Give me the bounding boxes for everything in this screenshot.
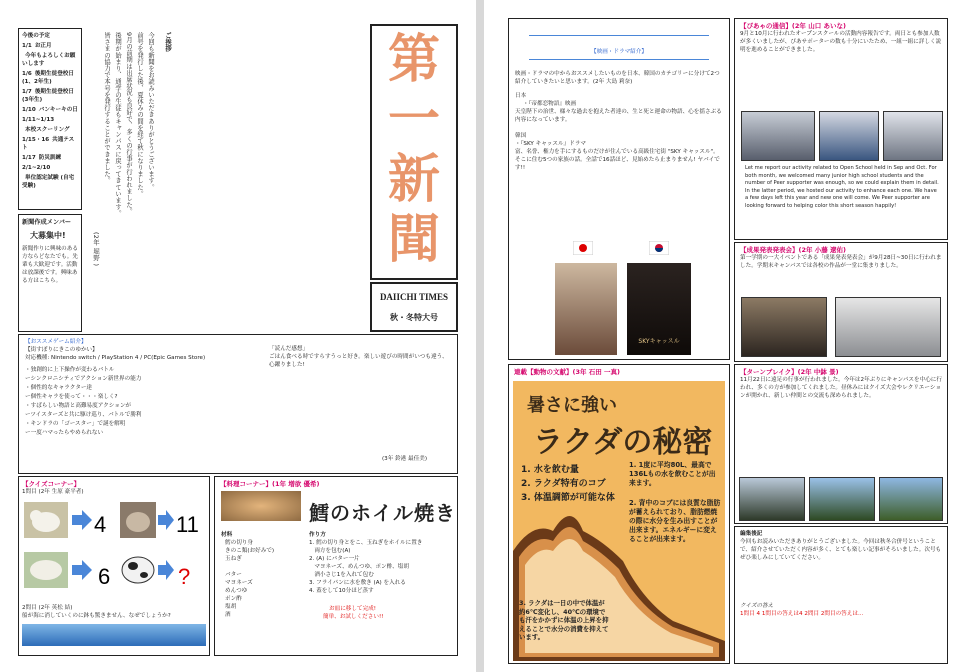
campus-body-jp: 9月と10月に行われたオープンスクールの活動内容報告です。両日とも参加人数が多くいましたが、ぴあサポーターの数も十分にいたため、一組一組に詳しく説明を進めることができました。 [740, 31, 942, 53]
camel-title-top: 暑さに強い [527, 395, 617, 416]
game-point: ー一度ハマったらやめられない [25, 430, 104, 436]
game-point: ・すばらしい物語と高難易度アクションが [25, 403, 132, 409]
korea-flag-icon [649, 241, 669, 255]
campus-photo [819, 111, 879, 161]
dog-photo [24, 502, 68, 538]
camel-fact: 2. 背中のコブには良質な脂肪が蓄えられており、脂肪燃焼の際に水分を生み出すことが出来ます。エネルギーに変えることが出来ます。 [629, 499, 721, 543]
game-point: ・キンドラの「ゴースター」で謎を解明 [25, 421, 126, 427]
drama-intro: 映画・ドラマの中からおススメしたいものを日本、韓国のカテゴリーに分けて2つ紹介していきたいと思います。(2年 大島 莉奈) [515, 71, 720, 85]
ingredient-item: バター [225, 572, 242, 578]
drama-kr-title: ・『SKY キャッスル』ドラマ [515, 141, 586, 147]
essay-paragraph: 前号を発行した後、夏休みの間を経て秋になりました。 [136, 32, 143, 197]
brand-name: DAIICHI TIMES [379, 292, 449, 302]
trip-header: 【ターンブレイク】(2年 中鉢 景) [740, 368, 839, 376]
recruit-box [18, 214, 82, 332]
game-author: (3年 鈴港 最佳美) [381, 456, 427, 462]
game-platform: 対応機種: Nintendo switch / PlayStation 4 / PC(Epic Games Store) [25, 355, 206, 361]
ingredient-item: マヨネーズ [225, 580, 253, 586]
afterword-body: 今回もお読みいただきありがとうございました。今回は秋冬合併号ということで、紹介させていただく内容が多く、とても楽しい記事がそろいました。次号もぜひ楽しみにしていてください。 [740, 539, 942, 561]
game-point: ーシンクロニシティでアクション新世界の能力 [25, 376, 142, 382]
page-gutter [476, 0, 484, 672]
game-point: ー個性キャラを使って・・・楽しく? [25, 394, 118, 400]
cat-photo [120, 502, 156, 538]
camel-fact: 1. 1度に平均80L、最高で136Lもの水を飲むことが出来ます。 [629, 461, 716, 487]
camel-point: 2. ラクダ特有のコブ [521, 479, 606, 489]
arrow-icon [72, 560, 92, 580]
ingredient-item: 塩胡 [225, 604, 237, 610]
schedule-date: 1/6 [22, 71, 32, 77]
left-page [0, 0, 476, 672]
afterword-box [734, 526, 948, 664]
quiz-answer: 4 [94, 512, 107, 537]
impression-title: 「読んだ感想」 [269, 346, 309, 352]
arrow-icon [158, 560, 174, 580]
schedule-item [22, 154, 78, 162]
schedule-text: お正月 [34, 43, 52, 49]
schedule-title: 今後の予定 [22, 33, 50, 39]
essay-paragraph: 9月の前期は出席状況も良好で、多くの行事が行われました。 [125, 32, 132, 215]
drama-header-line [529, 35, 709, 60]
schedule-item [22, 164, 78, 172]
schedule-date: 1/7 [22, 89, 32, 95]
ingredient-item: ポン酢 [225, 596, 242, 602]
quiz-box [18, 476, 210, 656]
trip-photo [739, 477, 805, 521]
camel-point: 1. 水を飲む量 [521, 465, 579, 475]
schedule-box [18, 28, 82, 210]
schedule-item [22, 52, 78, 68]
kr-poster [627, 263, 691, 355]
ingredient-item: きのこ類(お好みで) [225, 548, 275, 554]
quiz-q2-label: 2問目 (2年 英松 結) [22, 605, 73, 611]
ingredient-item: 玉ねぎ [225, 556, 242, 562]
ingredient-item [221, 563, 301, 571]
schedule-text: 今年もよろしくお願いします [22, 53, 76, 67]
drama-box [508, 18, 730, 360]
ingredient-item: めんつゆ [225, 588, 248, 594]
japan-flag-icon [573, 241, 593, 255]
drama-header: 【映画・ドラマ紹介】 [591, 49, 647, 55]
drama-jp-title: ・『帝都恋物語』映画 [523, 101, 577, 107]
drama-kr-body: 富、名誉、権力を手にするものだけが住んでいる高級住宅街 "SKY キャッスル"。そこに住む5つの家族の話。全話で16話ほど、見始めたら止まりません! ヤバイです!! [515, 149, 720, 171]
game-impression [269, 345, 449, 369]
schedule-text: 後期生徒登校日 (1、2年生) [22, 71, 74, 85]
quiz-answer: 11 [176, 512, 199, 537]
recipe-step: 3. フライパンに水を敷き (A) を入れる [309, 580, 406, 586]
presentation-body: 第一学期の一大イベントである「成果発表発表会」が9月28日~30日に行われました。学期末キャンパスでは各校の作品が一堂に集まりました。 [740, 255, 942, 269]
campus-photo [883, 111, 943, 161]
campus-photo [741, 111, 815, 161]
recipe-steps [309, 531, 449, 621]
schedule-text: 共通テスト [22, 137, 75, 151]
presentation-photo [835, 297, 941, 357]
recipe-header: 【料理コーナー】(1年 増欲 優希) [220, 480, 320, 488]
schedule-date: 1/11~1/13 [22, 117, 55, 123]
campus-box [734, 18, 948, 240]
game-box [18, 334, 458, 474]
game-title: 【街すぽりにきこのゆかい】 [25, 347, 98, 353]
schedule-text: 本校スクーリング [25, 127, 70, 133]
essay-paragraph: 今回も新聞をお読みいただきありがとうございます。 [147, 32, 154, 191]
quiz-header: 【クイズコーナー】 [22, 480, 81, 488]
recipe-photo [221, 491, 301, 521]
recruit-title: 新聞作成メンバー [22, 219, 72, 226]
schedule-item [22, 126, 78, 134]
edition-label: 秋・冬特大号 [390, 313, 438, 322]
presentation-header: 【成果発表発表会】(2年 小藤 遼佑) [740, 246, 846, 254]
ingredient-item: 酒 [225, 612, 231, 618]
game-point: ・個性的なキャラクター達 [25, 385, 93, 391]
schedule-date: 1/15・16 [22, 137, 50, 143]
trip-box [734, 364, 948, 524]
schedule-text: 後期生徒登校日 (3年生) [22, 89, 74, 103]
game-points [25, 366, 255, 437]
recruit-headline: 大募集中! [30, 231, 66, 240]
schedule-item [22, 106, 78, 114]
quiz-answer: 6 [98, 564, 111, 589]
recipe-title: 鱈のホイル焼き [309, 501, 456, 525]
schedule-text: バンキーキの日 [38, 107, 78, 113]
trip-photo [809, 477, 875, 521]
camel-box [508, 364, 730, 664]
steps-label: 作り方 [309, 532, 326, 538]
trip-body: 11月22日に遠足の行事が行われました。今年は2年ぶりにキャンパスを中心に行われ、多くの方が参加してくれました。昼休みにはクイズ大会やレクリエーションが開かれ、新しい仲間との交流も深められました。 [740, 377, 942, 399]
masthead-char: 新 [387, 149, 440, 210]
presentation-photo [741, 297, 827, 357]
masthead-title [372, 26, 456, 270]
camel-poster [513, 381, 725, 661]
quiz-answer-label: クイズの答え [740, 603, 774, 609]
recipe-ingredients [221, 531, 301, 619]
recruit-body: 新聞作りに興味のある方ならどなたでも。先輩も大歓迎です。活動は放課後です。興味ある方はこちら。 [22, 246, 78, 284]
drama-kr-label: 韓国 [515, 133, 527, 139]
campus-body-en: Let me report our activity related to Open School held in Sep and Oct. For both month, we welcomed many junior high school students and the number of Peer supporter was enough, so we could explain them in detail. In the latter period, we hosted our activity to enhance each one. We have a few days left this year and new one will come. We Peer supporter are looking forward to helping color this short season happily! [745, 165, 939, 209]
recipe-step: 両方を包む(A) [309, 548, 351, 554]
schedule-list [22, 42, 78, 190]
ingredients-label: 材料 [221, 532, 233, 538]
schedule-date: 1/1 [22, 43, 32, 49]
recipe-step: 酒小さじ1を入れて包む [309, 572, 374, 578]
jp-poster [555, 263, 617, 355]
arrow-icon [72, 510, 92, 530]
essay-column [90, 32, 368, 328]
kr-poster-caption: SKYキャッスル [638, 338, 680, 345]
sea-photo [22, 624, 206, 646]
camel-header: 連載【動物の文献】(3年 石田 一真) [514, 368, 620, 376]
schedule-text: 防災訓練 [38, 155, 62, 161]
quiz-q1-label: 1問目 (2年 生原 豪平者) [22, 489, 84, 495]
presentation-box [734, 242, 948, 362]
camel-fact: 3. ラクダは一日の中で体温が約6℃変化し、40℃の環境でも汗をかかずに体温の上昇を抑えることで水分の消費を抑えています。 [519, 599, 609, 642]
camel-point: 3. 体温調節が可能な体 [521, 493, 615, 503]
schedule-item [22, 174, 78, 190]
schedule-item [22, 116, 78, 124]
schedule-date: 2/1~2/10 [22, 165, 51, 171]
recipe-step: マヨネーズ、めんつゆ、ポン酢、塩胡 [309, 564, 409, 570]
essay-author: (2年 堀野 ) [92, 232, 99, 267]
masthead-char: 第 [387, 29, 440, 90]
recipe-box [214, 476, 458, 656]
ingredients-list [221, 539, 301, 619]
ingredient-item: 鱈の切り身 [225, 540, 253, 546]
arrow-icon [158, 510, 174, 530]
campus-header: 【ぴあゃの通信】(2年 山口 あいな) [740, 22, 846, 30]
schedule-item [22, 42, 78, 50]
masthead-char: 聞 [387, 209, 440, 270]
camel-title-main: ラクダの秘密 [533, 425, 713, 460]
drama-jp-label: 日本 [515, 93, 527, 99]
quiz-answer-text: 1問目 4 1問目の答えは4 2問目 2問目の答えは... [740, 611, 864, 617]
schedule-item [22, 70, 78, 86]
sheep-photo [24, 552, 68, 588]
essay-text [90, 32, 173, 322]
schedule-date: 1/10 [22, 107, 36, 113]
essay-paragraph: 後期が始まり、通学の生徒もキャンパスに戻ってきています。 [114, 32, 121, 217]
recipe-step: 2. (A) にバター一片 [309, 556, 360, 562]
game-point: ーツイスターズと共に駆け巡り、バトルで勝利 [25, 412, 142, 418]
essay-heading: ご挨拶 [164, 32, 171, 52]
schedule-text: 単位認定試験 (自宅受験) [22, 175, 75, 189]
masthead-char: 一 [387, 89, 440, 150]
essay-paragraph: 皆さまの協力で本号を発行することができました。 [103, 32, 110, 184]
quiz-figure [22, 498, 206, 598]
quiz-q2-text: 船が海に消していくのに鉢も驚きません、なぜでしょうか? [22, 613, 171, 619]
game-point: ・独創的に上下操作が変わるバトル [25, 367, 115, 373]
drama-jp-body: 天皇陛下の治世、様々な過去を抱えた者達の、生と死と運命の物語、心を揺さぶる内容になっています。 [515, 109, 722, 123]
recipe-note: お皿に移して完成! [329, 606, 376, 612]
trip-photo [879, 477, 943, 521]
schedule-date: 1/17 [22, 155, 36, 161]
recipe-step: 4. 蓋をして10分ほど蒸す [309, 588, 374, 594]
masthead [370, 24, 458, 280]
right-page [484, 0, 966, 672]
impression-text: ごはん食べる時ですらすうっと好き。楽しい遊びの時間がいつも違う、心躍りました! [269, 354, 448, 368]
schedule-item [22, 88, 78, 104]
recipe-note: 簡単、お試しください!! [323, 614, 384, 620]
quiz-answer: ? [178, 564, 191, 589]
schedule-item [22, 136, 78, 152]
steps-list [309, 539, 449, 595]
cow-icon [122, 557, 154, 583]
recipe-step: 1. 鱈の切り身とをこ、玉ねぎをホイルに置き [309, 540, 423, 546]
brand-box [370, 282, 458, 332]
game-header: 【おススメゲーム紹介】 [25, 339, 87, 345]
afterword-header: 編集後記 [740, 531, 763, 537]
